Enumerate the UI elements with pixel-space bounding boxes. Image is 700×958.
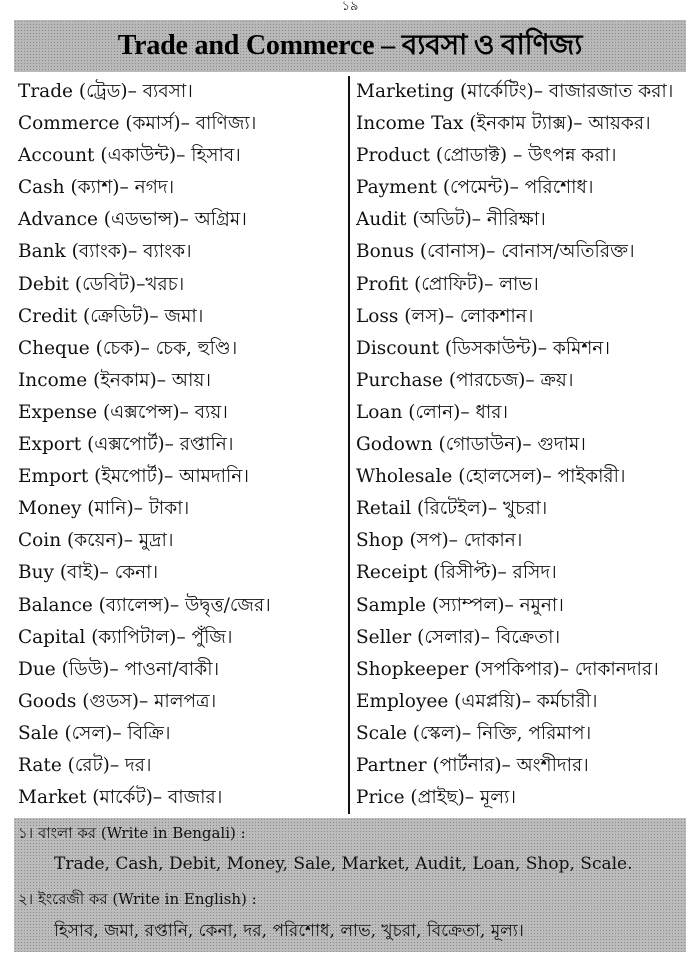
right-vocab-list bbox=[356, 76, 686, 814]
vocab-entry: Retail (রিটেইল)– খুচরা। bbox=[356, 498, 548, 520]
vocab-entry: Goods (গুডস)– মালপত্র। bbox=[18, 690, 217, 712]
vocab-entry: Seller (সেলার)– বিক্রেতা। bbox=[356, 626, 561, 648]
vocab-entry: Cheque (চেক)– চেক, হুণ্ডি। bbox=[18, 337, 238, 359]
vocab-entry: Payment (পেমেন্ট)– পরিশোধ। bbox=[356, 177, 594, 199]
page-title: Trade and Commerce – ব্যবসা ও বাণিজ্য bbox=[117, 29, 583, 61]
vocab-entry: Trade (ট্রেড)– ব্যবসা। bbox=[18, 81, 193, 102]
vocab-entry: Rate (রেট)– দর। bbox=[18, 754, 152, 776]
vocab-entry: Coin (কয়েন)– মুদ্রা। bbox=[18, 530, 174, 552]
vocab-entry: Cash (ক্যাশ)– নগদ। bbox=[18, 177, 175, 199]
exercise-box bbox=[14, 818, 686, 952]
vocab-entry: Debit (ডেবিট)–খরচ। bbox=[18, 273, 185, 295]
vocab-entry: Bonus (বোনাস)– বোনাস/অতিরিক্ত। bbox=[356, 241, 635, 263]
exercise-question-1: ১। বাংলা কর (Write in Bengali) : bbox=[18, 824, 246, 842]
vocabulary-columns bbox=[14, 76, 686, 814]
vocab-entry: Shopkeeper (সপকিপার)– দোকানদার। bbox=[356, 658, 659, 680]
exercise-words-2: হিসাব, জমা, রপ্তানি, কেনা, দর, পরিশোধ, লাভ, খুচরা, বিক্রেতা, মূল্য। bbox=[54, 921, 524, 941]
vocab-entry: Receipt (রিসীপ্ট)– রসিদ। bbox=[356, 562, 557, 584]
vocab-entry: Price (প্রাইছ)– মূল্য। bbox=[356, 787, 517, 809]
vocab-entry: Expense (এক্সপেন্স)– ব্যয়। bbox=[18, 401, 228, 423]
vocab-entry: Balance (ব্যালেন্স)– উদ্বৃত্ত/জের। bbox=[18, 594, 271, 616]
exercise-question-2: ২। ইংরেজী কর (Write in English) : bbox=[18, 890, 257, 908]
vocab-entry: Loan (লোন)– ধার। bbox=[356, 401, 509, 423]
vocab-entry: Partner (পার্টনার)– অংশীদার। bbox=[356, 754, 589, 776]
vocab-entry: Wholesale (হোলসেল)– পাইকারী। bbox=[356, 466, 626, 488]
vocab-entry: Shop (সপ)– দোকান। bbox=[356, 530, 523, 552]
vocab-entry: Due (ডিউ)– পাওনা/বাকী। bbox=[18, 658, 220, 680]
vocab-entry: Profit (প্রোফিট)– লাভ। bbox=[356, 273, 539, 295]
vocab-entry: Commerce (কমার্স)– বাণিজ্য। bbox=[18, 113, 257, 135]
vocab-entry: Purchase (পারচেজ)– ক্রয়। bbox=[356, 369, 574, 391]
vocab-entry: Sale (সেল)– বিক্রি। bbox=[18, 722, 171, 744]
vocab-entry: Audit (অডিট)– নীরিক্ষা। bbox=[356, 209, 546, 231]
vocab-entry: Product (প্রোডাক্ট) – উৎপন্ন করা। bbox=[356, 145, 617, 167]
vocab-entry: Credit (ক্রেডিট)– জমা। bbox=[18, 305, 204, 327]
vocab-entry: Bank (ব্যাংক)– ব্যাংক। bbox=[18, 241, 192, 263]
vocab-entry: Capital (ক্যাপিটাল)– পুঁজি। bbox=[18, 626, 233, 648]
page-number: ১৯ bbox=[341, 0, 359, 14]
vocab-entry: Loss (লস)– লোকশান। bbox=[356, 305, 534, 327]
vocab-entry: Income Tax (ইনকাম ট্যাক্স)– আয়কর। bbox=[356, 113, 651, 135]
vocab-entry: Income (ইনকাম)– আয়। bbox=[18, 369, 211, 391]
vocab-entry: Advance (এডভান্স)– অগ্রিম। bbox=[18, 209, 247, 231]
vocab-entry: Employee (এমপ্লয়ি)– কর্মচারী। bbox=[356, 690, 598, 712]
vocab-entry: Discount (ডিসকাউন্ট)– কমিশন। bbox=[356, 337, 610, 359]
vocab-entry: Sample (স্যাম্পল)– নমুনা। bbox=[356, 594, 564, 616]
vocab-entry: Marketing (মার্কেটিং)– বাজারজাত করা। bbox=[356, 81, 674, 102]
vocab-entry: Account (একাউন্ট)– হিসাব। bbox=[18, 145, 241, 167]
vocab-entry: Export (এক্সপোর্ট)– রপ্তানি। bbox=[18, 434, 234, 456]
exercise-words-1: Trade, Cash, Debit, Money, Sale, Market, Audit, Loan, Shop, Scale. bbox=[54, 854, 633, 874]
vocab-entry: Scale (স্কেল)– নিক্তি, পরিমাপ। bbox=[356, 722, 592, 744]
vocab-entry: Emport (ইমপোর্ট)– আমদানি। bbox=[18, 466, 249, 488]
vocab-entry: Buy (বাই)– কেনা। bbox=[18, 562, 159, 584]
column-divider bbox=[348, 76, 350, 814]
title-banner bbox=[14, 20, 686, 72]
vocab-entry: Godown (গোডাউন)– গুদাম। bbox=[356, 434, 586, 456]
vocab-entry: Money (মানি)– টাকা। bbox=[18, 498, 190, 520]
vocab-entry: Market (মার্কেট)– বাজার। bbox=[18, 787, 223, 809]
left-vocab-list bbox=[18, 76, 344, 814]
